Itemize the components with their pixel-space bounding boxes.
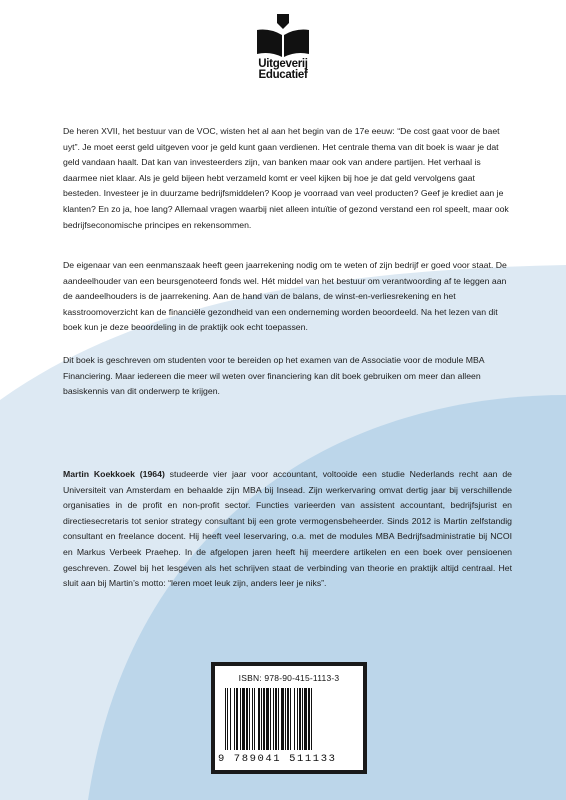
barcode-bar [254,688,255,750]
barcode-bar [252,688,253,750]
barcode-bar [266,688,269,750]
blurb-paragraph-1: De heren XVII, het bestuur van de VOC, wisten het al aan het begin van de 17e eeuw: “De cost gaat voor de baet uyt”. Je moet eerst geld uitgeven voor je geld kunt gaan verdienen. Het centrale thema van dit boek is waar je dat geld vandaan haalt. Dat kan van investeerders zijn, van banken maar ook van andere partijen. Het verhaal is daarmee niet klaar. Als je geld bijeen hebt verzameld komt er veel kijken bij hoe je dat geld vervolgens gaat besteden. Investeer je in duurzame bedrijfsmiddelen? Koop je voorraad van veel producten? Geef je krediet aan je klanten? En zo ja, hoe lang? Allemaal vragen waarbij niet alleen intuïtie of gezond verstand een rol speelt, maar ook bedrijfseconomische principes en rekensommen. [63,126,509,230]
barcode-bar [278,688,279,750]
barcode-bar [290,688,291,750]
barcode-bar [230,688,231,750]
barcode-bar [258,688,260,750]
barcode-bar [294,688,295,750]
barcode-bar [236,688,238,750]
barcode-bar [261,688,262,750]
barcode-bar [273,688,274,750]
barcode-bar [304,688,307,750]
barcode-digits: 9 789041 511133 [218,753,337,765]
author-bio-text: studeerde vier jaar voor accountant, voltooide een studie Nederlands recht aan de Universiteit van Amsterdam en behaalde zijn MBA bij Insead. Zijn werkervaring omvat dertig jaar bij verschillende organisaties in de profit en non-profit sector. Functies varieerden van assistent accountant, bedrijfsjurist en directiesecretaris tot senior strategy consultant bij een grote vermogensbeheerder. Sinds 2012 is Martin zelfstandig consultant en freelance docent. Hij heeft veel leservaring, o.a. met de modules MBA Bedrijfsadministratie bij NCOI en Markus Verbeek Praehep. In de afgelopen jaren heeft hij meerdere artikelen en een boek over pensioenen geschreven. Zowel bij het lesgeven als het schrijven staat de verbinding van theorie en praktijk altijd centraal. Het sluit aan bij Martin’s motto: “leren moet leuk zijn, anders leer je niks”. [63,469,512,589]
barcode-bar [297,688,298,750]
barcode-bar [234,688,235,750]
barcode-bar [249,688,250,750]
blurb-paragraph-2: De eigenaar van een eenmanszaak heeft geen jaarrekening nodig om te weten of zijn bedrijf er goed voor staat. De aandeelhouder van een beursgenoteerd fonds wel. Hét middel van het bestuur om verantwoording af te leggen aan de aandeelhouders is de jaarrekening. Aan de hand van de balans, de winst-en-verliesrekening en het kasstroomoverzicht kan de financiële gezondheid van een onderneming worden beoordeeld. Na het lezen van dit boek kun je deze beoordeling in de praktijk ook echt toepassen. [63,260,507,333]
barcode-bar [302,688,303,750]
barcode-bar [263,688,265,750]
author-name: Martin Koekkoek (1964) [63,469,165,479]
barcode-bar [242,688,245,750]
publisher-name-line2: Educatief [258,69,308,81]
barcode-bar [285,688,286,750]
barcode-bar [227,688,228,750]
publisher-name-line1: Uitgeverij [258,58,308,70]
barcode-bar [240,688,241,750]
isbn-label: ISBN: 978-90-415-1113-3 [238,673,340,683]
barcode-bar [281,688,284,750]
barcode-bar [225,688,226,750]
barcode-bar [287,688,289,750]
barcode-bars [225,688,353,750]
blurb-paragraph-3: Dit boek is geschreven om studenten voor te bereiden op het examen van de Associatie voor de module MBA Financiering. Maar iedereen die meer wil weten over financiering kan dit boek gebruiken om meer dan alleen basiskennis van dit onderwerp te krijgen. [63,355,485,397]
publisher-name [250,59,316,81]
author-bio [63,467,512,592]
open-book-icon [255,14,311,58]
publisher-logo [250,14,316,81]
isbn-barcode [211,662,367,774]
barcode-bar [308,688,310,750]
barcode-bar [246,688,248,750]
barcode-bar [299,688,301,750]
barcode-bar [311,688,312,750]
barcode-bar [270,688,271,750]
barcode-bar [275,688,277,750]
